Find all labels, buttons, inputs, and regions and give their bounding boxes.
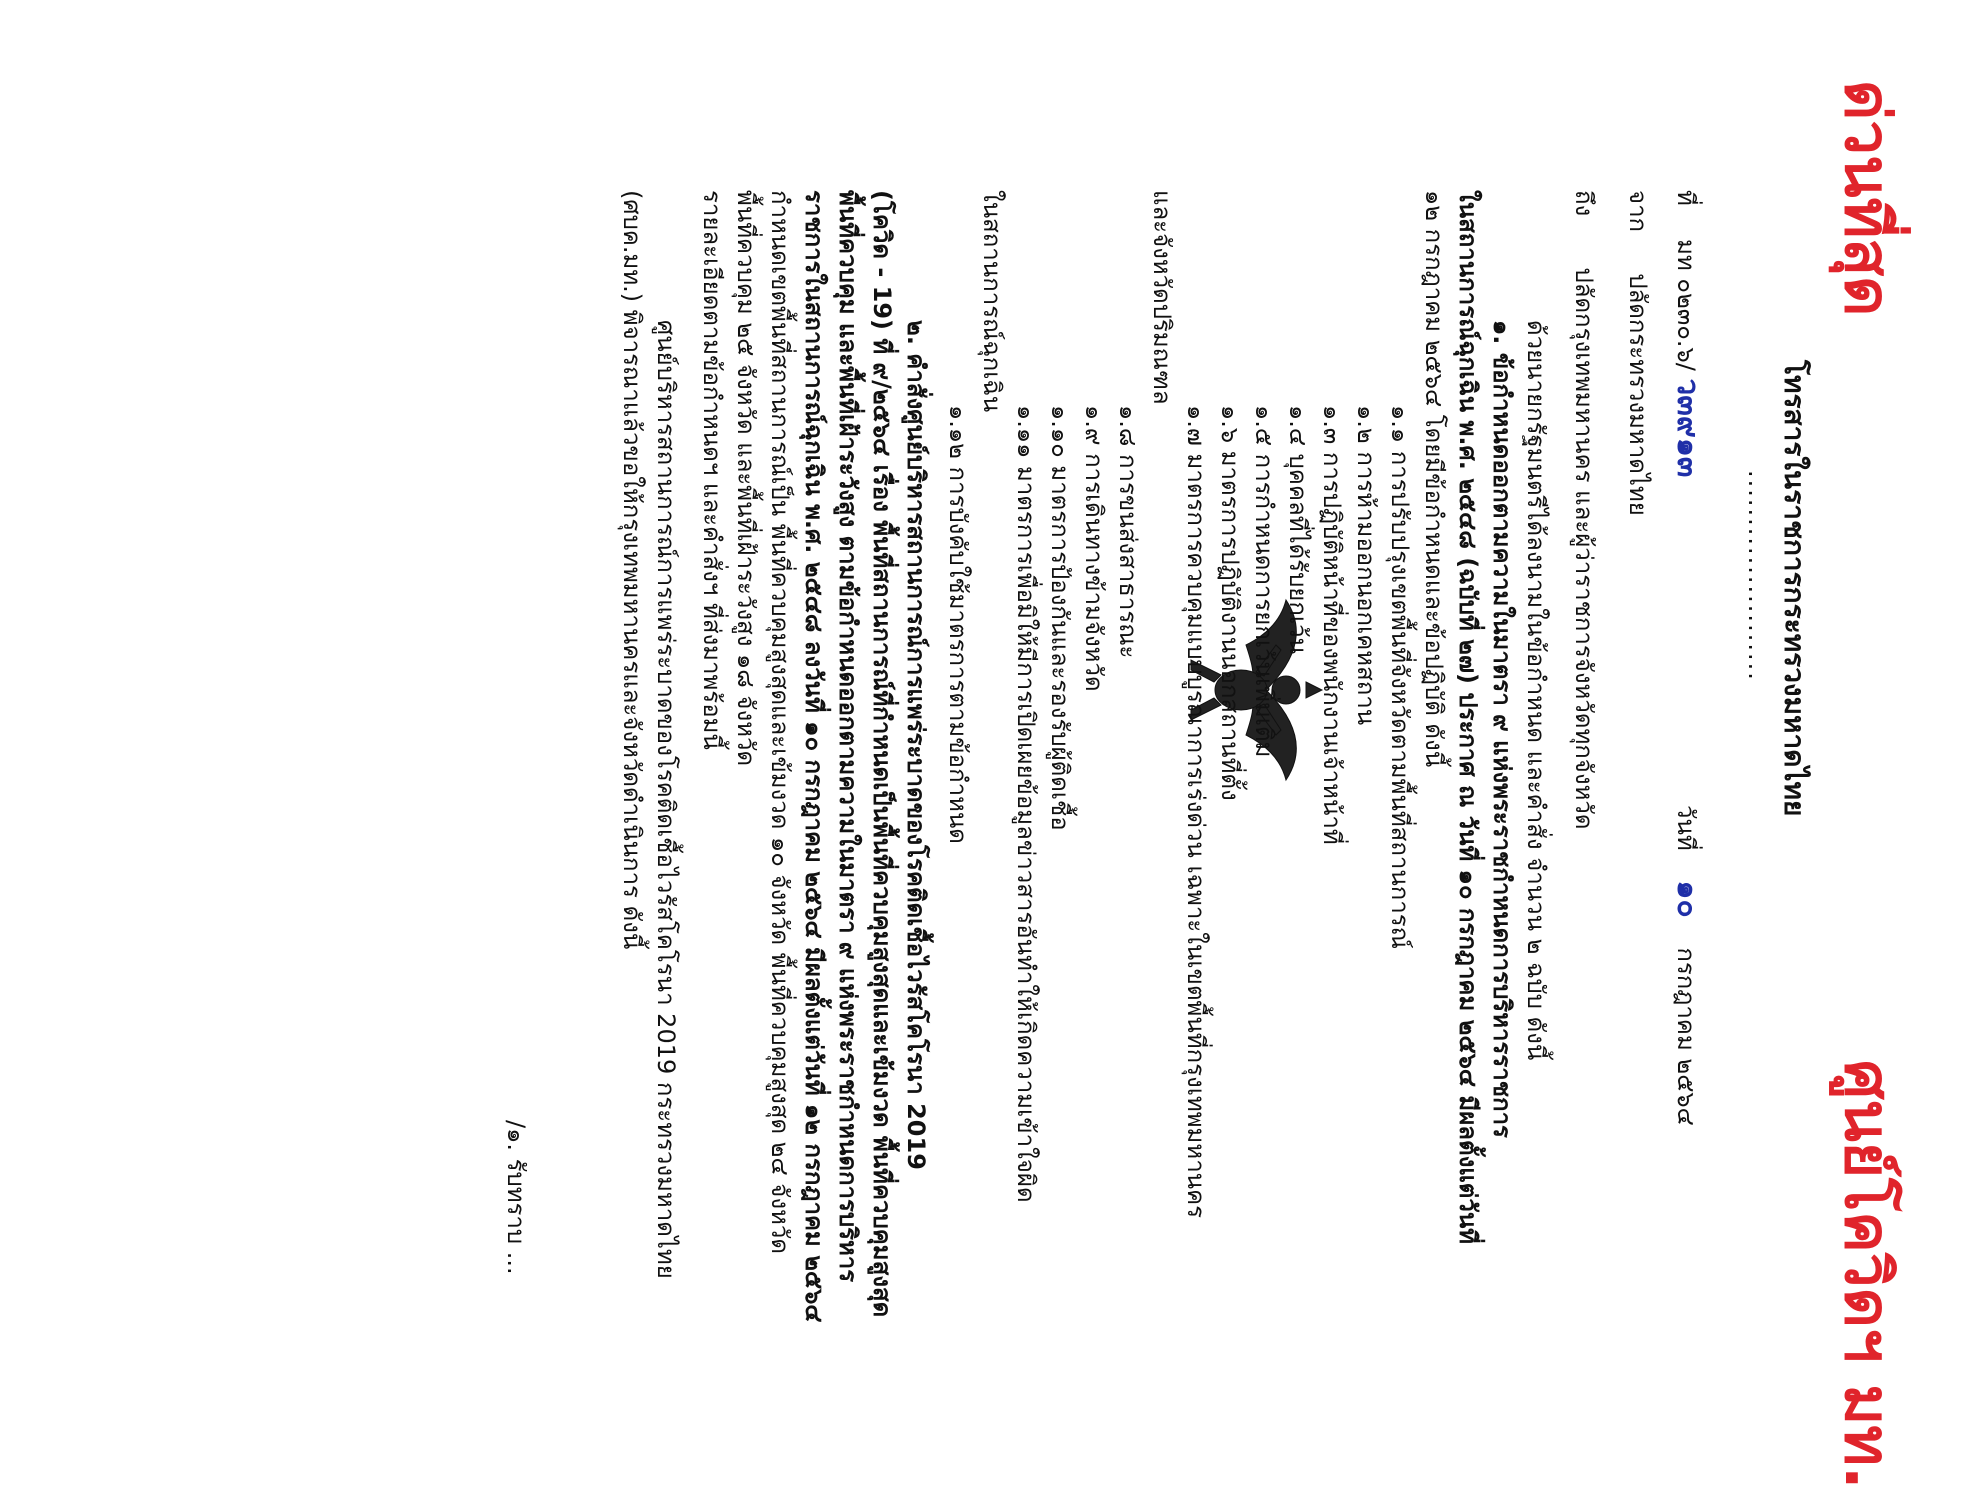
ref-label: ที่ [1672,190,1700,206]
item-1-11-cont: ในสถานการณ์ฉุกเฉิน [978,190,1006,413]
date-label: วันที่ [1672,805,1700,851]
item-1-11: ๑.๑๑ มาตรการเพื่อมิให้มีการเปิดเผยข้อมูลข่าวสารอันทำให้เกิดความเข้าใจผิด [1012,405,1040,1203]
p1-line2: ในสถานการณ์ฉุกเฉิน พ.ศ. ๒๕๔๘ (ฉบับที่ ๒๗) ประกาศ ณ วันที่ ๑๐ กรกฎาคม ๒๕๖๔ มีผลตั้งแต่วันที่ [1454,190,1482,1245]
to-label: ถึง [1570,190,1598,217]
date-row [1664,805,1711,1126]
date-rest: กรกฎาคม ๒๕๖๔ [1672,947,1700,1126]
to-value: ปลัดกรุงเทพมหานคร และผู้ว่าราชการจังหวัดทุกจังหวัด [1570,267,1598,830]
p1-line3: ๑๒ กรกฎาคม ๒๕๖๔ โดยมีข้อกำหนดและข้อปฏิบัติ ดังนี้ [1420,190,1448,768]
ref-number: ว๓๙๑๓ [1670,378,1705,478]
p1-line1: ๑. ข้อกำหนดออกตามความในมาตรา ๙ แห่งพระราชกำหนดการบริหารราชการ [1488,320,1516,1138]
item-1-2: ๑.๒ การห้ามออกนอกเคหสถาน [1352,405,1380,726]
item-1-8: ๑.๘ การขนส่งสาธารณะ [1114,405,1142,659]
p2-line2: (โควิด - 19) ที่ ๙/๒๕๖๔ เรื่อง พื้นที่สถานการณ์ที่กำหนดเป็นพื้นที่ควบคุมสูงสุดและเข้มงวด พื้นที่ควบคุมสูงสุด [868,190,896,1318]
item-1-9: ๑.๙ การเดินทางข้ามจังหวัด [1080,405,1108,692]
item-1-6: ๑.๖ มาตรการปฏิบัติงานนอกสถานที่ตั้ง [1216,405,1244,801]
date-day: ๑๐ [1670,880,1705,918]
from-row [1619,190,1658,516]
covid-center-stamp: ศูนย์โควิดฯ มท. [1831,1060,1904,1490]
item-1-4: ๑.๔ บุคคลที่ได้รับยกเว้น [1284,405,1312,654]
p2-line4: ราชการในสถานการณ์ฉุกเฉิน พ.ศ. ๒๕๔๘ ลงวันที่ ๑๐ กรกฎาคม ๒๕๖๔ มีผลตั้งแต่วันที่ ๑๒ กรกฎาคม ๒๕๖๔ [800,190,828,1323]
p2-line1: ๒. คำสั่งศูนย์บริหารสถานการณ์การแพร่ระบาดของโรคติดเชื้อไวรัสโคโรนา 2019 [902,320,930,1170]
item-1-12: ๑.๑๒ การบังคับใช้มาตรการตามข้อกำหนด [944,405,972,844]
from-value: ปลัดกระทรวงมหาดไทย [1624,273,1652,516]
urgent-stamp: ด่วนที่สุด [1831,80,1904,317]
ref-value: มท ๐๒๓๐.๖/ [1672,239,1700,371]
p2-line5: กำหนดเขตพื้นที่สถานการณ์เป็น พื้นที่ควบคุมสูงสุดและเข้มงวด ๑๐ จังหวัด พื้นที่ควบคุมสูงสุด ๒๔ จังหวัด [766,190,794,1254]
item-1-10: ๑.๑๐ มาตรการป้องกันและรองรับผู้ติดเชื้อ [1046,405,1074,831]
to-row [1565,190,1604,829]
ref-row [1664,190,1711,477]
item-1-7-cont: และจังหวัดปริมณฑล [1148,190,1176,405]
closing-line2: (ศบค.มท.) พิจารณาแล้วขอให้กรุงเทพมหานครและจังหวัดดำเนินการ ดังนี้ [618,190,646,950]
item-1-3: ๑.๓ การปฏิบัติหน้าที่ของพนักงานเจ้าหน้าที่ [1318,405,1346,845]
item-1-1: ๑.๑ การปรับปรุงเขตพื้นที่จังหวัดตามพื้นที่สถานการณ์ [1386,405,1414,949]
p2-line7: รายละเอียดตามข้อกำหนดฯ และคำสั่งฯ ที่ส่งมาพร้อมนี้ [698,190,726,750]
document-title: โทรสารในราชการกระทรวงมหาดไทย [1778,360,1811,817]
p2-line3: พื้นที่ควบคุม และพื้นที่เฝ้าระวังสูง ตามข้อกำหนดออกตามความในมาตรา ๙ แห่งพระราชกำหนดการบริหาร [834,190,862,1283]
title-dots: ...................... [1743,470,1771,682]
p2-line6: พื้นที่ควบคุม ๒๕ จังหวัด และพื้นที่เฝ้าระวังสูง ๑๘ จังหวัด [732,190,760,767]
continue-marker: /๑. รับทราบ ... [502,1120,530,1275]
intro-line: ด้วยนายกรัฐมนตรีได้ลงนามในข้อกำหนด และคำสั่ง จำนวน ๒ ฉบับ ดังนี้ [1522,320,1550,1061]
item-1-5: ๑.๕ การกำหนดการยกเว้นเพิ่มเติม [1250,405,1278,758]
item-1-7: ๑.๗ มาตรการควบคุมแบบบูรณาการเร่งด่วน เฉพาะในเขตพื้นที่กรุงเทพมหานคร [1182,405,1210,1219]
from-label: จาก [1624,190,1652,233]
closing-line1: ศูนย์บริหารสถานการณ์การแพร่ระบาดของโรคติดเชื้อไวรัสโคโรนา 2019 กระทรวงมหาดไทย [652,320,680,1279]
